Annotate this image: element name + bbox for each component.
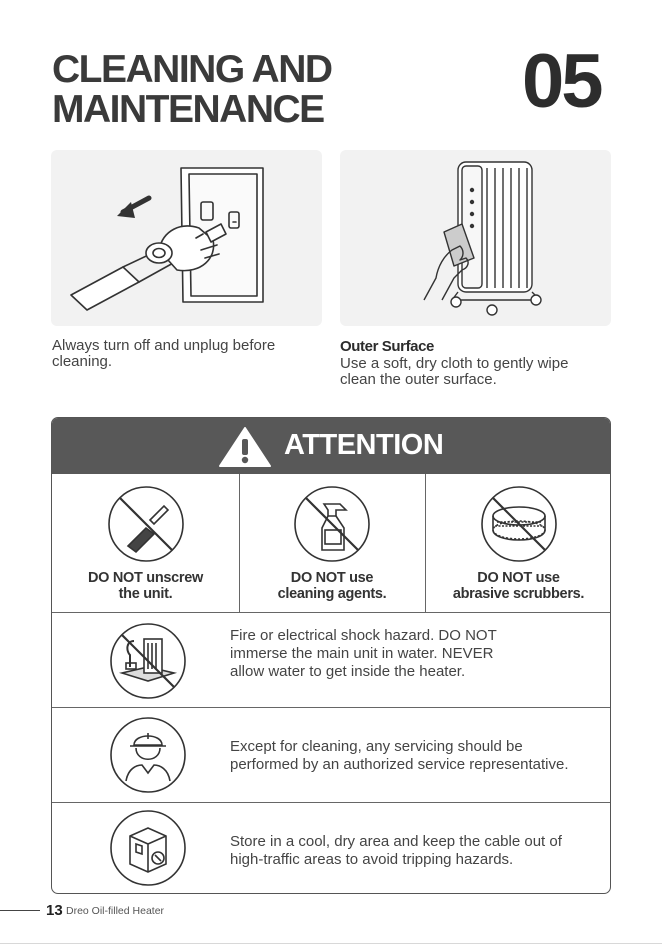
prohibition-label-line-2: the unit.	[118, 586, 173, 602]
no-scrubber-icon	[479, 484, 559, 564]
prohibition-label	[52, 570, 239, 602]
heater-wipe-illustration	[340, 150, 611, 326]
footer-product-name: Dreo Oil-filled Heater	[66, 905, 165, 917]
unplug-caption: Always turn off and unplug before cleaning.	[52, 337, 276, 370]
page-edge-divider	[0, 943, 662, 944]
storage-box-icon	[108, 808, 188, 888]
title-line-1: CLEANING AND	[52, 48, 332, 91]
attention-panel	[51, 417, 611, 894]
prohibition-cleaning-agents	[239, 474, 425, 612]
prohibition-label	[425, 570, 611, 602]
service-worker-icon	[108, 715, 188, 795]
prohibition-unscrew	[52, 474, 239, 612]
note-service	[52, 708, 610, 802]
note-text: Store in a cool, dry area and keep the cable out of high-traffic areas to avoid tripping hazards.	[230, 833, 562, 868]
footer-rule	[0, 910, 40, 911]
prohibition-label-line-2: abrasive scrubbers.	[452, 586, 585, 602]
prohibition-abrasive-scrubbers	[425, 474, 611, 612]
note-water-hazard	[52, 613, 610, 707]
outer-surface-caption: Use a soft, dry cloth to gently wipe clean the outer surface.	[340, 355, 569, 388]
title-line-2: MAINTENANCE	[52, 88, 324, 131]
prohibition-label-line-1: DO NOT unscrew	[87, 570, 204, 586]
prohibition-label-line-1: DO NOT use	[290, 570, 374, 586]
unplug-illustration	[51, 150, 322, 326]
page-number: 13	[46, 902, 63, 919]
note-text: Except for cleaning, any servicing should be performed by an authorized service representative.	[230, 738, 569, 773]
note-text: Fire or electrical shock hazard. DO NOT immerse the main unit in water. NEVER allow water to get inside the heater.	[230, 627, 497, 680]
no-screwdriver-icon	[106, 484, 186, 564]
attention-title: ATTENTION	[284, 429, 444, 461]
chapter-number: 05	[522, 39, 601, 124]
no-spray-bottle-icon	[292, 484, 372, 564]
note-storage	[52, 803, 610, 894]
prohibition-label	[239, 570, 425, 602]
unplug-icon	[51, 150, 322, 326]
heater-cleaning-icon	[340, 150, 611, 326]
attention-header	[52, 418, 610, 474]
prohibition-label-line-2: cleaning agents.	[277, 586, 387, 602]
warning-icon	[217, 425, 273, 469]
water-hazard-icon	[108, 621, 188, 701]
page-title	[52, 50, 332, 130]
outer-surface-heading: Outer Surface	[340, 338, 434, 355]
prohibition-label-line-1: DO NOT use	[477, 570, 560, 586]
